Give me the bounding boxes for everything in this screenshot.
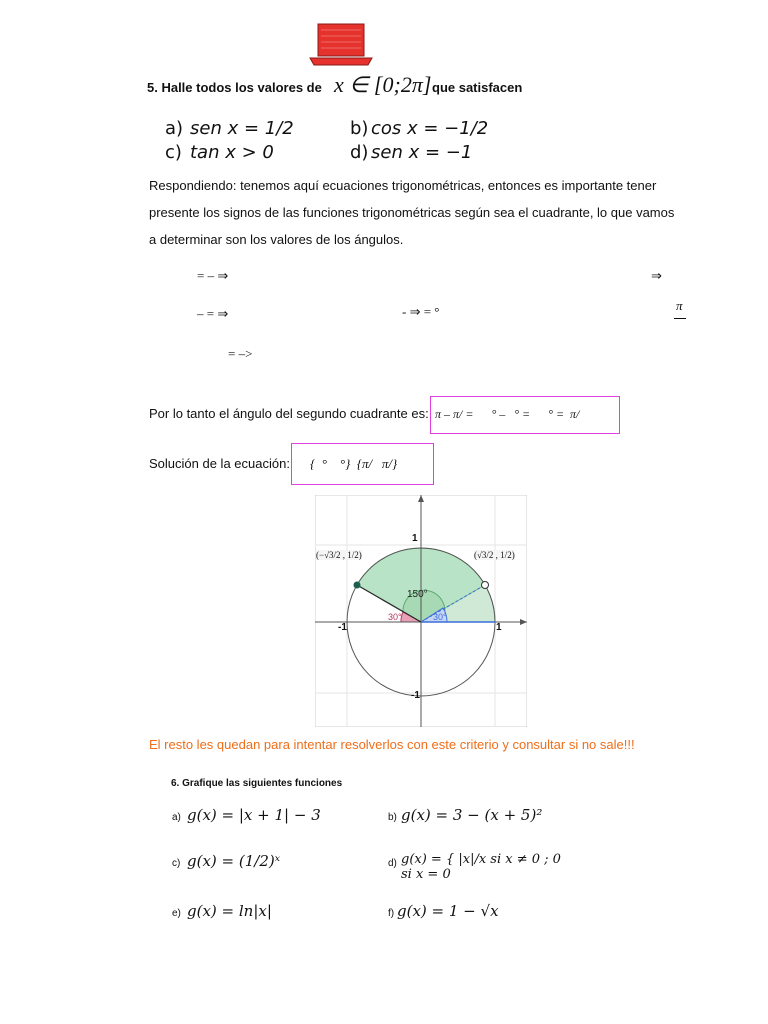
part-a-expr: sen x = 1/2	[190, 118, 294, 139]
tick-top: 1	[412, 533, 418, 544]
explanation-line-3: a determinar son los valores de los ángulos.	[149, 232, 404, 247]
fragment-row1-a: = – ⇒	[197, 268, 229, 283]
explanation-line-1: Respondiendo: tenemos aquí ecuaciones trigonométricas, entonces es importante tener	[149, 178, 657, 193]
question-5-title: 5. Halle todos los valores de	[147, 80, 322, 95]
fraction-bar	[674, 318, 686, 319]
solution-text: Solución de la ecuación:	[149, 456, 290, 471]
part-d-expr: sen x = −1	[371, 142, 473, 163]
second-quadrant-expr: π – π/ = ° – ° = ° = π/	[435, 407, 580, 421]
angle-label-30-right: 30°	[433, 612, 447, 622]
q6-f-label: f)	[388, 908, 395, 919]
q6-f-expr: g(x) = 1 − √x	[397, 902, 499, 920]
q6-d-label: d)	[388, 858, 397, 869]
tick-bottom: -1	[411, 690, 420, 701]
fragment-row2-a: – = ⇒	[197, 306, 229, 321]
q6-a-expr: g(x) = |x + 1| − 3	[187, 806, 321, 824]
solution-expr: { ° °} {π/ π/}	[310, 456, 398, 471]
fragment-row1-b: ⇒	[651, 268, 662, 283]
tick-left: -1	[338, 622, 347, 633]
question-6-title: 6. Grafique las siguientes funciones	[171, 778, 343, 789]
angle-label-150: 150°	[407, 589, 428, 600]
q6-b-expr: g(x) = 3 − (x + 5)²	[401, 806, 543, 824]
question-5-suffix: que satisfacen	[432, 80, 523, 95]
fragment-row2-c: π	[676, 298, 683, 313]
note-text: El resto les quedan para intentar resolverlos con este criterio y consultar si no sale!!!	[149, 737, 635, 752]
q6-b-label: b)	[388, 812, 397, 823]
part-b-expr: cos x = −1/2	[371, 118, 489, 139]
fragment-row3-a: = –>	[228, 346, 253, 361]
second-quadrant-text: Por lo tanto el ángulo del segundo cuadrante es:	[149, 406, 429, 421]
part-d-label: d)	[350, 142, 369, 163]
q6-c-expr: g(x) = (1/2)ˣ	[187, 852, 281, 870]
unit-circle-graph	[315, 495, 527, 727]
q6-c-label: c)	[172, 858, 181, 869]
part-b-label: b)	[350, 118, 369, 139]
interval-expression: x ∈ [0;2π]	[334, 72, 432, 97]
part-c-label: c)	[165, 142, 182, 163]
q6-e-expr: g(x) = ln|x|	[187, 902, 272, 920]
angle-label-30-left: 30°	[388, 612, 402, 622]
laptop-icon	[308, 22, 374, 66]
explanation-line-2: presente los signos de las funciones trigonométricas según sea el cuadrante, lo que vamos	[149, 205, 675, 220]
q6-e-label: e)	[172, 908, 181, 919]
part-c-expr: tan x > 0	[190, 142, 274, 163]
fragment-row2-b: - ⇒ = °	[402, 304, 440, 319]
solution-box	[291, 443, 434, 485]
second-quadrant-box	[430, 396, 620, 434]
tick-right: 1	[496, 622, 502, 633]
point-label-left: (−√3/2 , 1/2)	[316, 550, 362, 560]
q6-a-label: a)	[172, 812, 181, 823]
part-a-label: a)	[165, 118, 184, 139]
q6-d-expr: g(x) = { |x|/x si x ≠ 0 ; 0 si x = 0	[401, 852, 561, 882]
point-label-right: (√3/2 , 1/2)	[474, 550, 515, 560]
